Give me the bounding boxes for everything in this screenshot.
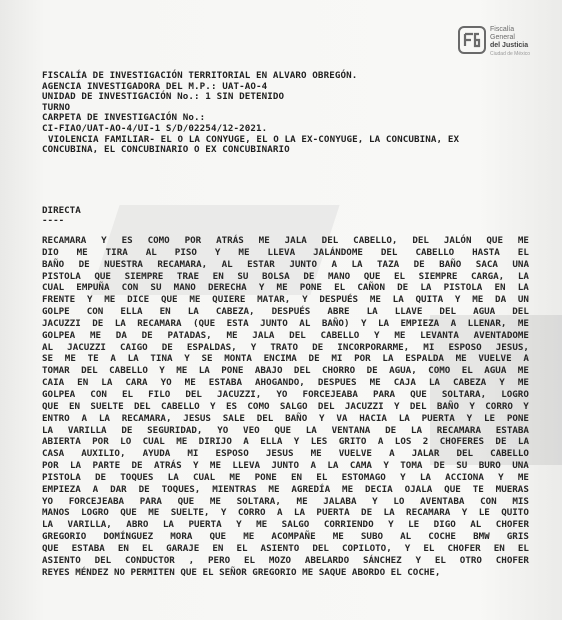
body-line: YO FORCEJEABA PARA QUE ME SOLTARA, ME JALABA Y LO AVENTABA CON MIS <box>42 495 529 507</box>
section-heading <box>42 206 81 226</box>
header-line: CI-FIAO/UAT-AO-4/UI-1 S/D/02254/12-2021. <box>42 122 268 134</box>
header-line: TURNO <box>42 101 71 113</box>
body-line: CUAL EMPUÑA CON SU MANO DERECHA Y ME PONE EL CAÑON DE LA PISTOLA EN LA <box>42 282 529 294</box>
body-line: AL JACUZZI CAIGO DE ESPALDAS, Y TRATO DE INCORPORARME, MI ESPOSO JESUS, <box>42 341 529 353</box>
body-line: BAÑO DE NUESTRA RECAMARA, AL ESTAR JUNTO A LA TAZA DE BAÑO SACA UNA <box>42 258 529 270</box>
body-line: JACUZZI DE LA RECAMARA (QUE ESTA JUNTO AL BAÑO) Y LA EMPIEZA A LLENAR, ME <box>42 317 529 329</box>
body-line: TOMAR DEL CABELLO Y ME LA PONE ABAJO DEL CHORRO DE AGUA, COMO EL AGUA ME <box>42 365 529 377</box>
document-header <box>42 71 542 156</box>
body-line: EMPIEZA A DAR DE TOQUES, MIENTRAS ME AGREDÍA ME DECIA OJALA QUE TE MUERAS <box>42 483 529 495</box>
header-line: UNIDAD DE INVESTIGACIÓN No.: 1 SIN DETENIDO <box>42 91 285 103</box>
body-line: LA VARILLA DE SEGURIDAD, YO VEO QUE LA VENTANA DE LA RECAMARA ESTABA <box>42 424 529 436</box>
body-line: QUE ESTABA EN EL GARAJE EN EL ASIENTO DEL COPILOTO, Y EL CHOFER EN EL <box>42 542 529 554</box>
header-line: FISCALÍA DE INVESTIGACIÓN TERRITORIAL EN ALVARO OBREGÓN. <box>42 70 358 81</box>
body-line: PISTOLA DE TOQUES LA CUAL ME PONE EN EL ESTOMAGO Y LA ACCIONA Y ME <box>42 471 529 483</box>
header-line: VIOLENCIA FAMILIAR- EL O LA CONYUGE, EL O LA EX-CONYUGE, LA CONCUBINA, EX <box>48 133 460 145</box>
body-line: QUE EN SUELTE DEL CABELLO Y ES COMO SALGO DEL JACUZZI Y DEL BAÑO Y CORRO Y <box>42 400 529 412</box>
body-line: LA VARILLA, ABRO LA PUERTA Y ME SALGO CORRIENDO Y LE DIGO AL CHOFER <box>42 519 529 531</box>
fiscalia-logo <box>458 22 544 60</box>
section-rule: ---- <box>42 215 65 226</box>
testimony-body <box>42 235 529 578</box>
body-line: GREGORIO DOMÍNGUEZ MORA QUE ME ACOMPAÑE ME SUBO AL COCHE BMW GRIS <box>42 531 529 543</box>
body-line: GOLPEA ME DA DE PATADAS, ME JALA DEL CABELLO Y ME LEVANTA AVENTADOME <box>42 329 529 341</box>
body-line: DIO ME TIRA AL PISO Y ME LLEVA JALÁNDOME DEL CABELLO HASTA EL <box>42 246 529 258</box>
body-line: ASIENTO DEL CONDUCTOR , PERO EL MOZO ABELARDO SÁNCHEZ Y EL OTRO CHOFER <box>42 554 529 566</box>
header-line: CARPETA DE INVESTIGACIÓN No.: <box>42 112 206 124</box>
header-line: CONCUBINA, EL CONCUBINARIO O EX CONCUBINARIO <box>42 144 290 156</box>
header-line: AGENCIA INVESTIGADORA DEL M.P.: UAT-AO-4 <box>42 80 268 92</box>
body-line: FRENTE Y ME DICE QUE ME QUIERE MATAR, Y DESPUÉS ME LA QUITA Y ME DA UN <box>42 294 529 306</box>
body-line: POR LA PARTE DE ATRÁS Y ME LLEVA JUNTO A LA CAMA Y TOMA DE SU BURO UNA <box>42 460 529 472</box>
body-line: SE ME TE A LA TINA Y SE MONTA ENCIMA DE MI POR LA ESPALDA ME VUELVE A <box>42 353 529 365</box>
body-line: ABIERTA POR LO CUAL ME DIRIJO A ELLA Y LES GRITO A LOS 2 CHOFERES DE LA <box>42 436 529 448</box>
body-line: CASA AUXILIO, AYUDA MI ESPOSO JESUS ME VUELVE A JALAR DEL CABELLO <box>42 448 529 460</box>
body-line: REYES MÉNDEZ NO PERMITEN QUE EL SEÑOR GREGORIO ME SAQUE ABORDO EL COCHE, <box>42 566 446 578</box>
body-line: PISTOLA QUE SIEMPRE TRAE EN SU BOLSA DE MANO QUE EL SIEMPRE CARGA, LA <box>42 270 529 282</box>
body-line: CAIA EN LA CARA YO ME ESTABA AHOGANDO, DESPUES ME CAJA LA CABEZA Y ME <box>42 377 529 389</box>
fiscalia-emblem-icon <box>458 26 486 54</box>
body-line: RECAMARA Y ES COMO POR ATRÁS ME JALA DEL CABELLO, DEL JALÓN QUE ME <box>42 235 529 246</box>
body-line: GOLPEA CON EL FILO DEL JACUZZI, YO FORCEJEABA PARA QUE SOLTARA, LOGRO <box>42 388 529 400</box>
section-title: DIRECTA <box>42 205 81 216</box>
body-line: ENTRO A LA RECAMARA, JESUS SALE DEL BAÑO Y VA HACIA LA PUERTA Y LE PONE <box>42 412 529 424</box>
body-line: MANOS LOGRO QUE ME SUELTE, Y CORRO A LA PUERTA DE LA RECAMARA Y LE QUITO <box>42 507 529 519</box>
logo-wordmark: Fiscalía General del Justicia Ciudad de México <box>490 26 531 57</box>
body-line: GOLPE CON ELLA EN LA CABEZA, DESPUÉS ABRE LA LLAVE DEL AGUA DEL <box>42 306 529 318</box>
